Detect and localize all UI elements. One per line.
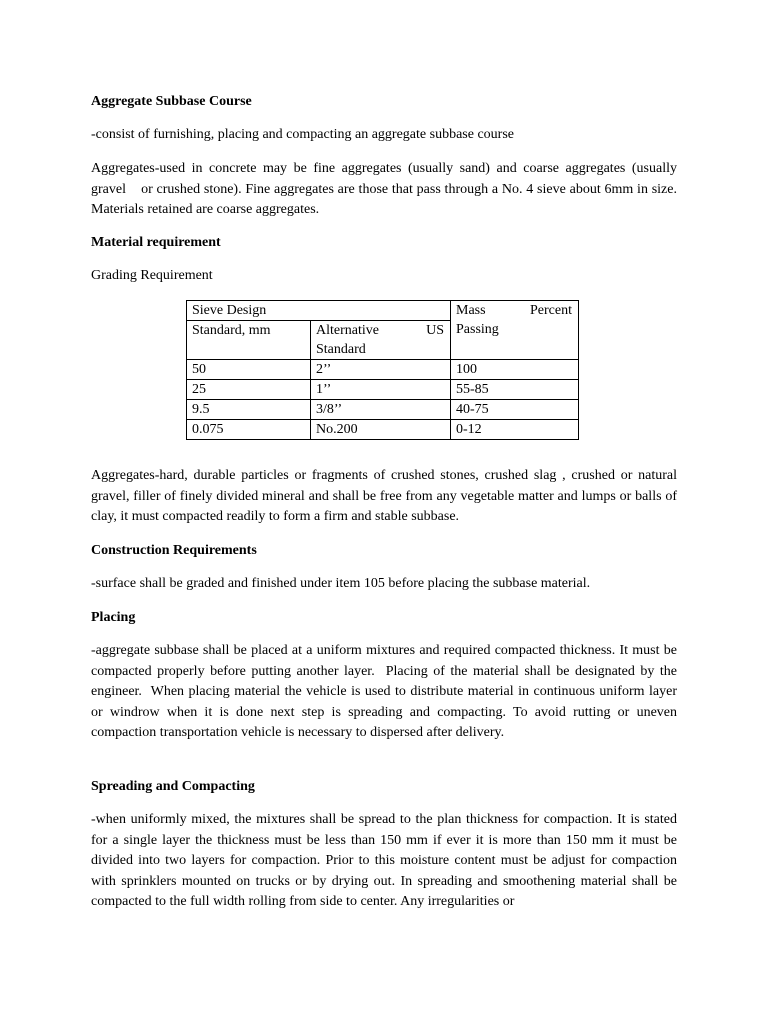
header-mass-percent-line-1: Mass Percent xyxy=(456,303,572,318)
header-mass-percent-line-2: Passing xyxy=(456,322,499,337)
grading-requirement-label: Grading Requirement xyxy=(91,268,213,283)
construction-requirements-heading: Construction Requirements xyxy=(91,543,257,558)
placing-heading: Placing xyxy=(91,610,136,625)
subheader-alternative-us xyxy=(311,321,451,360)
cell-mass-percent: 100 xyxy=(451,360,579,380)
table-row xyxy=(187,360,579,380)
cell-alternative-us: 2’’ xyxy=(311,360,451,380)
aggregates-hard-paragraph: Aggregates-hard, durable particles or fragments of crushed stones, crushed slag , crushed or natural gravel, filler of finely divided mineral and shall be free from any vegetable matter and lumps or balls of clay, it must compacted readily to form a firm and stable subbase. xyxy=(91,468,677,524)
grading-table xyxy=(186,300,579,440)
cell-mass-percent: 40-75 xyxy=(451,400,579,420)
header-mass-percent-passing xyxy=(451,301,579,360)
subheader-alternative-line-2: Standard xyxy=(316,342,366,357)
intro-paragraph: -consist of furnishing, placing and compacting an aggregate subbase course xyxy=(91,127,514,142)
table-row xyxy=(187,380,579,400)
spreading-compacting-paragraph: -when uniformly mixed, the mixtures shall be spread to the plan thickness for compaction. It is stated for a single layer the thickness must be less than 150 mm if ever it is more than 150 mm it must be divided into two layers for compaction. Prior to this moisture content must be adjust for compaction with sprinklers mounted on trucks or by drying out. In spreading and smoothening material shall be compacted to the full width rolling from side to center. Any irregularities or xyxy=(91,812,677,909)
cell-alternative-us: 1’’ xyxy=(311,380,451,400)
header-sieve-design: Sieve Design xyxy=(187,301,451,321)
cell-standard-mm: 25 xyxy=(187,380,311,400)
table-header-row xyxy=(187,301,579,321)
cell-standard-mm: 50 xyxy=(187,360,311,380)
cell-mass-percent: 55-85 xyxy=(451,380,579,400)
construction-paragraph: -surface shall be graded and finished under item 105 before placing the subbase material. xyxy=(91,576,591,591)
spreading-compacting-heading: Spreading and Compacting xyxy=(91,779,255,794)
subheader-alternative-line-1: Alternative US xyxy=(316,323,444,338)
material-requirement-heading: Material requirement xyxy=(91,235,221,250)
placing-paragraph: -aggregate subbase shall be placed at a uniform mixtures and required compacted thickness. It must be compacted properly before putting another layer. Placing of the material shall be designated by the engineer. When placing material the vehicle is used to distribute material in continuous uniform layer or windrow when it is done next step is spreading and compacting. To avoid rutting or uneven compaction transportation vehicle is necessary to dispersed after delivery. xyxy=(91,643,681,740)
table-row xyxy=(187,420,579,440)
cell-mass-percent: 0-12 xyxy=(451,420,579,440)
document-title: Aggregate Subbase Course xyxy=(91,94,252,109)
aggregates-paragraph: Aggregates-used in concrete may be fine aggregates (usually sand) and coarse aggregates (usually gravel or crushed stone). Fine aggregates are those that pass through a No. 4 sieve about 6mm in size. Materials retained are coarse aggregates. xyxy=(91,161,681,217)
cell-standard-mm: 9.5 xyxy=(187,400,311,420)
subheader-standard-mm: Standard, mm xyxy=(187,321,311,360)
cell-alternative-us: No.200 xyxy=(311,420,451,440)
cell-standard-mm: 0.075 xyxy=(187,420,311,440)
table-row xyxy=(187,400,579,420)
cell-alternative-us: 3/8’’ xyxy=(311,400,451,420)
